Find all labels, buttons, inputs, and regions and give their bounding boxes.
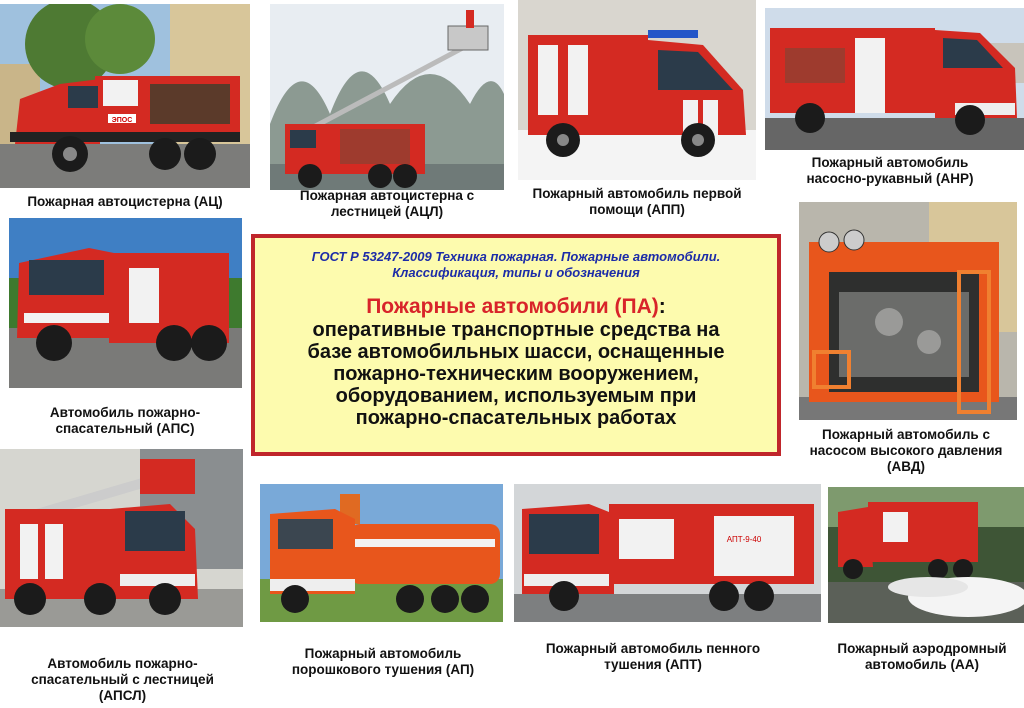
definition-text (255, 319, 777, 429)
caption-ap (268, 646, 498, 678)
caption-line: автомобиль (АА) (865, 657, 979, 672)
caption-line: Пожарный автомобиль (811, 155, 969, 170)
caption-line: Пожарный аэродромный (837, 641, 1007, 656)
photo-ac-tanker (0, 4, 250, 188)
caption-line: тушения (АПТ) (604, 657, 702, 672)
caption-line: порошкового тушения (АП) (291, 662, 475, 677)
definition-title-text: Пожарные автомобили (ПА) (366, 295, 659, 318)
caption-aa (820, 641, 1024, 673)
caption-ac (0, 194, 250, 210)
caption-apsl (10, 656, 235, 704)
caption-line: спасательный (АПС) (55, 421, 195, 436)
definition-line: пожарно-спасательных работах (355, 407, 677, 429)
definition-line: пожарно-техническим вооружением, (333, 363, 699, 385)
caption-line: насосом высокого давления (809, 443, 1003, 458)
caption-line: Пожарный автомобиль пенного (545, 641, 761, 656)
photo-ap-powder (260, 484, 503, 622)
gost-line: Классификация, типы и обозначения (392, 265, 640, 280)
definition-line: оборудованием, используемым при (335, 385, 697, 407)
caption-line: Пожарный автомобиль с (822, 427, 990, 442)
apt-side-text: АПТ-9-40 (726, 535, 762, 544)
caption-line: (АПСЛ) (98, 688, 147, 703)
caption-line: спасательный с лестницей (31, 672, 214, 687)
photo-apsl-rescue-ladder (0, 449, 243, 627)
photo-aps-rescue (9, 218, 242, 388)
definition-line: оперативные транспортные средства на (312, 319, 720, 341)
caption-line: Пожарная автоцистерна с (299, 188, 475, 203)
photo-acl-ladder (270, 4, 504, 190)
caption-line: насосно-рукавный (АНР) (806, 171, 974, 186)
caption-line: Пожарная автоцистерна (АЦ) (27, 194, 223, 209)
caption-line: помощи (АПП) (589, 202, 685, 217)
caption-apt (520, 641, 786, 673)
caption-acl (270, 188, 504, 220)
photo-aa-airport (828, 487, 1024, 623)
caption-line: Автомобиль пожарно- (49, 405, 201, 420)
caption-line: (АВД) (887, 459, 925, 474)
caption-aps (15, 405, 235, 437)
caption-line: лестницей (АЦЛ) (330, 204, 444, 219)
definition-title (255, 295, 777, 319)
caption-anr (770, 155, 1010, 187)
caption-line: Пожарный автомобиль (304, 646, 462, 661)
caption-app (508, 186, 766, 218)
photo-avd-high-pressure (799, 202, 1017, 420)
photo-apt-foam (514, 484, 821, 622)
definition-box (251, 234, 781, 456)
caption-line: Пожарный автомобиль первой (532, 186, 742, 201)
photo-anr-hose (765, 8, 1024, 150)
definition-line: базе автомобильных шасси, оснащенные (307, 341, 725, 363)
definition-title-colon: : (658, 295, 666, 318)
caption-avd (788, 427, 1024, 475)
gost-line: ГОСТ Р 53247-2009 Техника пожарная. Пожарные автомобили. (311, 249, 721, 264)
ac-plate-text: ЭПОС (111, 117, 133, 124)
gost-reference (255, 249, 777, 281)
caption-line: Автомобиль пожарно- (47, 656, 198, 671)
photo-app-first-aid (518, 0, 756, 180)
